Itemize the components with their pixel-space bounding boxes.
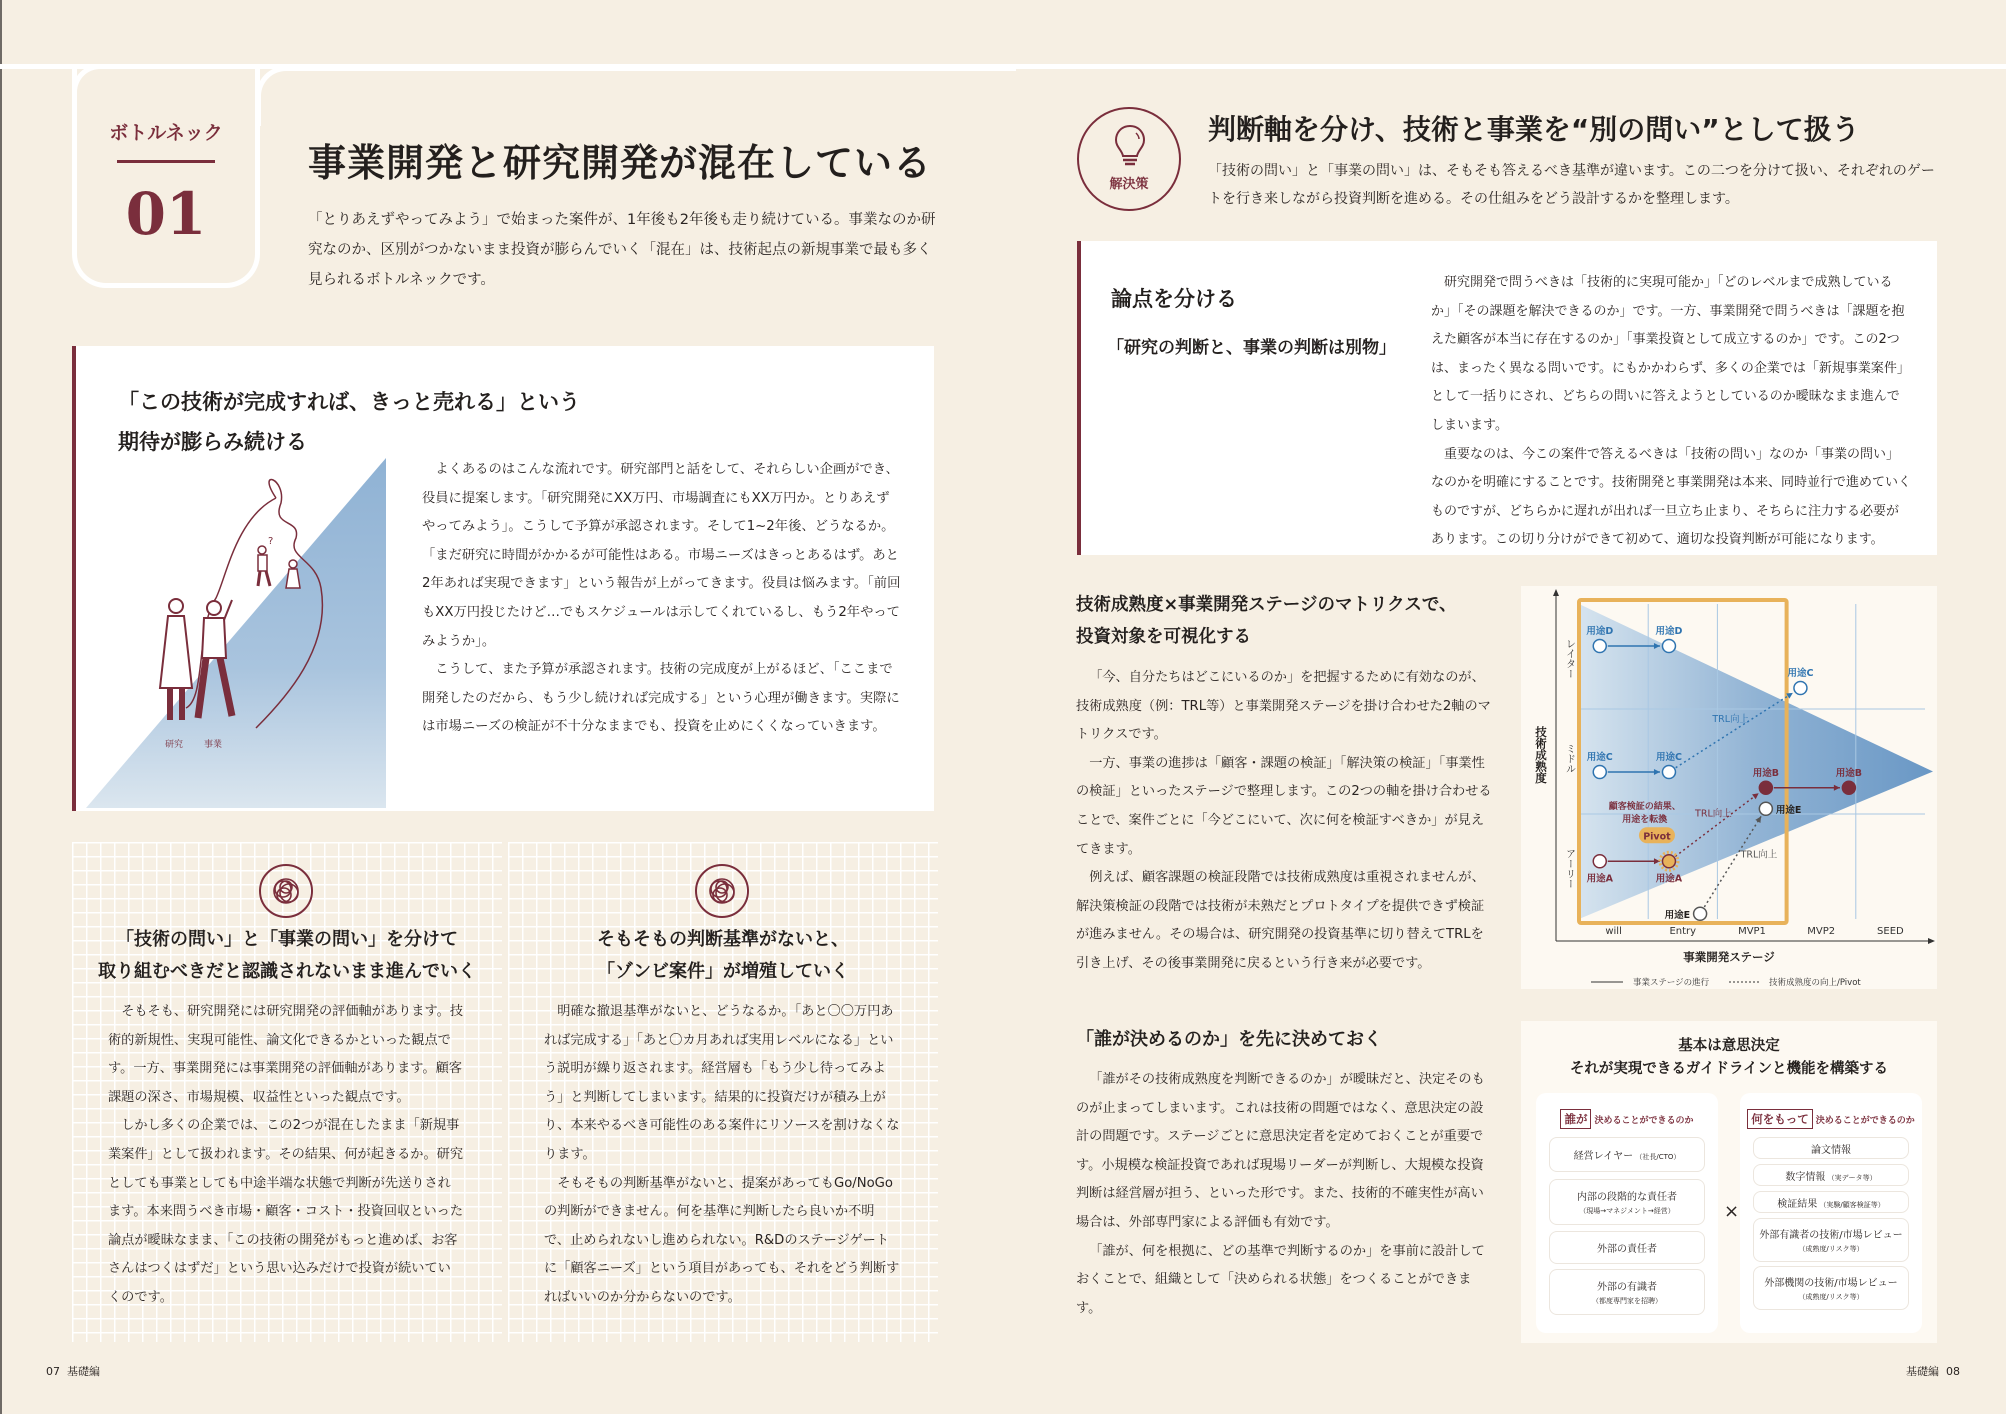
- solution-lead: 「技術の問い」と「事業の問い」は、そもそも答えるべき基準が違います。この二つを分けて扱い、それぞれのゲートを行き来しながら投資判断を進める。その仕組みをどう設計するかを整理します。: [1208, 163, 1935, 207]
- data-point: [1593, 855, 1606, 868]
- data-point-label: 用途C: [1787, 668, 1814, 679]
- what-item-label: 検証結果 （実験/顧客検証等）: [1777, 1198, 1885, 1210]
- pivot-tag: Pivot: [1643, 831, 1671, 843]
- data-point-label: 用途E: [1664, 909, 1691, 921]
- who-decides-body: [1076, 1066, 1496, 1323]
- y-axis-arrowhead: [1553, 589, 1559, 596]
- card-body: [544, 998, 900, 1313]
- trl-stage-matrix-chart: [1521, 586, 1937, 989]
- y-tick-label: アーリー: [1563, 848, 1575, 889]
- story-paragraph: よくあるのはこんな流れです。研究部門と話をして、それらしい企画ができ、役員に提案します。「研究開発にXX万円、市場調査にもXX万円か。とりあえずやってみよう」。こうして予算が承認されます。そして1~2年後、どうなるか。「まだ研究に時間がかかるが可能性はある。市場ニーズはきっとあるはず。あと2年あれば実現できます」という報告が上がってきます。役員は悩みます。「前回もXX万円投じたけど…でもスケジュールは示してくれているし、もう2年やってみようか」。: [422, 462, 901, 649]
- who-column: [1536, 1093, 1718, 1333]
- y-tick-label: レイター: [1563, 638, 1575, 679]
- page-title: 事業開発と研究開発が混在している: [308, 141, 933, 185]
- what-item-note: （成熟度/リスク等）: [1798, 1245, 1864, 1253]
- who-item-note: （社長/CTO）: [1633, 1153, 1681, 1161]
- data-point-label: 用途E: [1775, 804, 1802, 816]
- what-suffix: 決めることができるのか: [1815, 1116, 1915, 1126]
- page-number: 08: [1946, 1365, 1960, 1378]
- who-tag: 誰が: [1560, 1109, 1591, 1129]
- guideline-title-line2: それが実現できるガイドラインと機能を構築する: [1569, 1061, 1889, 1077]
- who-item-label: 経営レイヤー （社長/CTO）: [1573, 1151, 1681, 1162]
- label-research: 研究: [165, 740, 184, 750]
- card-paragraph: そもそも、研究開発には研究開発の評価軸があります。技術的新規性、実現可能性、論文化できるかといった観点です。一方、事業開発には事業開発の評価軸があります。顧客課題の深さ、市場規模、収益性といった観点です。: [108, 1004, 464, 1105]
- x-axis-arrowhead: [1928, 938, 1935, 944]
- arrow-label: TRL向上: [1712, 714, 1750, 725]
- what-column-header: [1740, 1109, 1922, 1129]
- data-point-label: 用途D: [1586, 626, 1614, 637]
- maturity-beam: [1579, 604, 1933, 919]
- story-paragraph: こうして、また予算が承認されます。技術の完成度が上がるほど、「ここまで開発したのだから、もう少し続ければ完成する」という心理が働きます。実際には市場ニーズの検証が不十分なままでも、投資を止めにくくなっていきます。: [422, 662, 900, 735]
- data-point: [1662, 855, 1675, 868]
- what-item: [1753, 1137, 1909, 1159]
- data-point: [1694, 907, 1707, 920]
- data-point: [1759, 802, 1772, 815]
- illustration-researcher-and-business: [86, 458, 386, 808]
- matrix-body: [1076, 664, 1496, 979]
- what-item: [1753, 1266, 1909, 1310]
- card-paragraph: そもそもの判断基準がないと、提案があってもGo/NoGoの判断ができません。何を基準に判断したら良いか不明で、止められないし進められない。R&Dのステージゲートに「顧客ニーズ」という項目があっても、それをどう判断すればいいのか分からないのです。: [544, 1175, 900, 1305]
- what-tag: 何をもって: [1747, 1109, 1813, 1129]
- who-paragraph: 「誰がその技術成熟度を判断できるのか」が曖昧だと、決定そのものが止まってしまいます。これは技術の問題ではなく、意思決定の設計の問題です。ステージごとに意思決定者を定めておくことが重要です。小規模な検証投資であれば現場リーダーが判断し、大規模な投資判断は経営層が担う、といった形です。また、技術的不確実性が高い場合は、外部専門家による評価も有効です。: [1076, 1072, 1485, 1230]
- story-title-line1: 「この技術が完成すれば、きっと売れる」という: [118, 390, 580, 414]
- data-point: [1593, 640, 1606, 653]
- split-subheading: 「研究の判断と、事業の判断は別物」: [1107, 338, 1396, 358]
- who-suffix: 決めることができるのか: [1594, 1116, 1694, 1126]
- solution-label: 解決策: [1109, 177, 1149, 192]
- card-paragraph: 明確な撤退基準がないと、どうなるか。「あと〇〇万円あれば完成する」「あと〇カ月あれば実用レベルになる」という説明が繰り返されます。経営層も「もう少し待ってみよう」と判断してしまいます。結果的に投資だけが積み上がり、本来やるべき可能性のある案件にリソースを割けなくなります。: [544, 1004, 900, 1162]
- tangle-icon: [259, 864, 313, 918]
- what-item-label: 論文情報: [1811, 1144, 1851, 1156]
- data-point-label: 用途C: [1655, 752, 1682, 763]
- card-title-line2: 取り組むべきだと認識されないまま進んでいく: [98, 961, 476, 982]
- what-item-label: 数字情報 （実データ等）: [1785, 1171, 1877, 1183]
- what-item-label: 外部機関の技術/市場レビュー: [1764, 1278, 1898, 1289]
- story-title: [118, 382, 580, 462]
- data-point-label: 用途A: [1655, 873, 1683, 885]
- solution-title: 判断軸を分け、技術と事業を“別の問い”として扱う: [1208, 113, 1860, 146]
- story-body: [422, 456, 902, 742]
- badge-label: ボトルネック: [109, 122, 223, 144]
- light-beam: [86, 458, 386, 808]
- folio-left: [46, 1363, 100, 1379]
- data-point-label: 用途A: [1586, 873, 1613, 885]
- arrow-label: TRL向上: [1695, 808, 1732, 820]
- who-item: [1549, 1137, 1705, 1172]
- what-item-note: （成熟度/リスク等）: [1798, 1293, 1864, 1301]
- split-heading: 論点を分ける: [1111, 287, 1237, 311]
- times-symbol: ×: [1724, 1201, 1740, 1222]
- lightbulb-icon: [1112, 123, 1148, 171]
- data-point: [1662, 640, 1675, 653]
- what-item-label: 外部有識者の技術/市場レビュー: [1759, 1230, 1903, 1241]
- guideline-title: [1521, 1035, 1937, 1081]
- data-point: [1842, 781, 1855, 794]
- story-card: [72, 346, 934, 811]
- what-item-note: （実データ等）: [1825, 1173, 1877, 1182]
- annotation-text: 用途を転換: [1622, 814, 1668, 825]
- data-point-label: 用途D: [1655, 626, 1683, 637]
- x-tick-label: MVP1: [1738, 926, 1766, 937]
- what-column: [1740, 1093, 1922, 1333]
- y-tick-label: ミドル: [1563, 743, 1575, 774]
- who-item: [1549, 1231, 1705, 1264]
- svg-text:?: ?: [268, 536, 274, 547]
- legend-label: 技術成熟度の向上/Pivot: [1769, 978, 1861, 988]
- matrix-chart-svg: [1521, 586, 1937, 989]
- data-point-label: 用途B: [1835, 767, 1863, 779]
- y-axis-title: 技術成熟度: [1534, 726, 1548, 784]
- card-title-line1: そもそもの判断基準がないと、: [597, 929, 849, 950]
- who-decides-title: 「誰が決めるのか」を先に決めておく: [1076, 1029, 1382, 1050]
- what-item-note: （実験/顧客検証等）: [1817, 1200, 1885, 1209]
- split-paragraph: 重要なのは、今この案件で答えるべきは「技術の問い」なのか「事業の問い」なのかを明確にすることです。技術開発と事業開発は本来、同時並行で進めていくものですが、どちらかに遅れが出れば一旦立ち止まり、そちらに注力する必要があります。この切り分けができて初めて、適切な投資判断が可能になります。: [1431, 446, 1911, 548]
- problem-card-2: [508, 842, 938, 1342]
- who-paragraph: 「誰が、何を根拠に、どの基準で判断するのか」を事前に設計しておくことで、組織として「決められる状態」をつくることができます。: [1076, 1243, 1485, 1316]
- what-item: [1753, 1218, 1909, 1262]
- data-point: [1593, 766, 1606, 779]
- who-column-header: [1536, 1109, 1718, 1129]
- data-point: [1794, 682, 1807, 695]
- x-tick-label: will: [1605, 926, 1622, 937]
- page-number: 07: [46, 1365, 60, 1378]
- matrix-section-title: [1076, 589, 1457, 653]
- matrix-paragraph: 例えば、顧客課題の検証段階では技術成熟度は重視されませんが、解決策検証の段階では技術が未熟だとプロトタイプを提供できず検証が進みません。その場合は、研究開発の投資基準に切り替えてTRLを引き上げ、その後事業開発に戻るという行き来が必要です。: [1076, 870, 1485, 971]
- split-issues-card: [1077, 241, 1937, 555]
- who-item-note: （現場→マネジメント→経営）: [1579, 1207, 1675, 1215]
- tangle-icon: [695, 864, 749, 918]
- x-tick-label: MVP2: [1807, 926, 1836, 937]
- problem-card-1: [72, 842, 502, 1342]
- x-tick-label: Entry: [1669, 926, 1697, 937]
- page-edge: [0, 0, 2, 1414]
- split-body: [1431, 269, 1911, 555]
- x-tick-label: SEED: [1877, 926, 1904, 937]
- lead-text: 「とりあえずやってみよう」で始まった案件が、1年後も2年後も走り続けている。事業なのか研究なのか、区別がつかないまま投資が膨らんでいく「混在」は、技術起点の新規事業で最も多く見られるボトルネックです。: [308, 212, 936, 288]
- label-business: 事業: [204, 740, 223, 750]
- who-item-label: 内部の段階的な責任者: [1577, 1192, 1677, 1203]
- who-item-label: 外部の責任者: [1597, 1244, 1657, 1255]
- bottleneck-badge: [72, 66, 260, 288]
- split-paragraph: 研究開発で問うべきは「技術的に実現可能か」「どのレベルまで成熟しているか」「その課題を解決できるのか」です。一方、事業開発で問うべきは「課題を抱えた顧客が本当に存在するのか」「事業投資として成立するのか」です。この2つは、まったく異なる問いです。にもかかわらず、多くの企業では「新規事業案件」として一括りにされ、どちらの問いに答えようとしているのか曖昧なまま進んでしまいます。: [1431, 275, 1910, 433]
- annotation-text: 顧客検証の結果、: [1608, 801, 1681, 812]
- data-point-label: 用途B: [1752, 767, 1779, 779]
- card-title: [72, 924, 502, 988]
- section-name: 基礎編: [67, 1365, 100, 1378]
- what-item: [1753, 1164, 1909, 1186]
- what-item: [1753, 1191, 1909, 1213]
- badge-number: 01: [125, 180, 207, 248]
- card-title-line2: 「ゾンビ案件」が増殖していく: [597, 961, 849, 982]
- x-axis-title: 事業開発ステージ: [1683, 950, 1775, 964]
- who-item: [1549, 1179, 1705, 1225]
- who-item: [1549, 1269, 1705, 1315]
- story-title-line2: 期待が膨らみ続ける: [118, 430, 307, 454]
- who-item-note: （都度専門家を招聘）: [1592, 1297, 1662, 1305]
- arrow-label: TRL向上: [1740, 849, 1778, 861]
- title-frame: [256, 66, 1016, 126]
- solution-badge: [1077, 107, 1181, 211]
- guideline-title-line1: 基本は意思決定: [1678, 1038, 1780, 1054]
- matrix-paragraph: 「今、自分たちはどこにいるのか」を把握するために有効なのが、技術成熟度（例：TRL等）と事業開発ステージを掛け合わせた2軸のマトリクスです。: [1076, 670, 1491, 743]
- who-item-label: 外部の有識者: [1597, 1282, 1657, 1293]
- legend-label: 事業ステージの進行: [1633, 978, 1710, 988]
- badge-divider: [117, 160, 215, 163]
- card-title: [508, 924, 938, 988]
- card-paragraph: しかし多くの企業では、この2つが混在したまま「新規事業案件」として扱われます。その結果、何が起きるか。研究としても事業としても中途半端な状態で判断が先送りされます。本来問うべき市場・顧客・コスト・投資回収といった論点が曖昧なまま、「この技術の開発がもっと進めば、お客さんはつくはずだ」という思い込みだけで投資が続いていくのです。: [108, 1118, 464, 1305]
- data-point: [1662, 766, 1675, 779]
- card-title-line1: 「技術の問い」と「事業の問い」を分けて: [116, 929, 458, 950]
- data-point-label: 用途C: [1586, 752, 1613, 763]
- folio-right: [1906, 1363, 1960, 1379]
- guideline-card: [1521, 1021, 1937, 1343]
- matrix-title-line2: 投資対象を可視化する: [1076, 627, 1251, 647]
- card-body: [108, 998, 464, 1313]
- data-point: [1759, 781, 1772, 794]
- matrix-title-line1: 技術成熟度×事業開発ステージのマトリクスで、: [1076, 595, 1457, 615]
- matrix-paragraph: 一方、事業の進捗は「顧客・課題の検証」「解決策の検証」「事業性の検証」といったステージで整理します。この2つの軸を掛け合わせることで、案件ごとに「今どこにいて、次に何を検証すべきか」が見えてきます。: [1076, 755, 1492, 857]
- section-name: 基礎編: [1906, 1365, 1939, 1378]
